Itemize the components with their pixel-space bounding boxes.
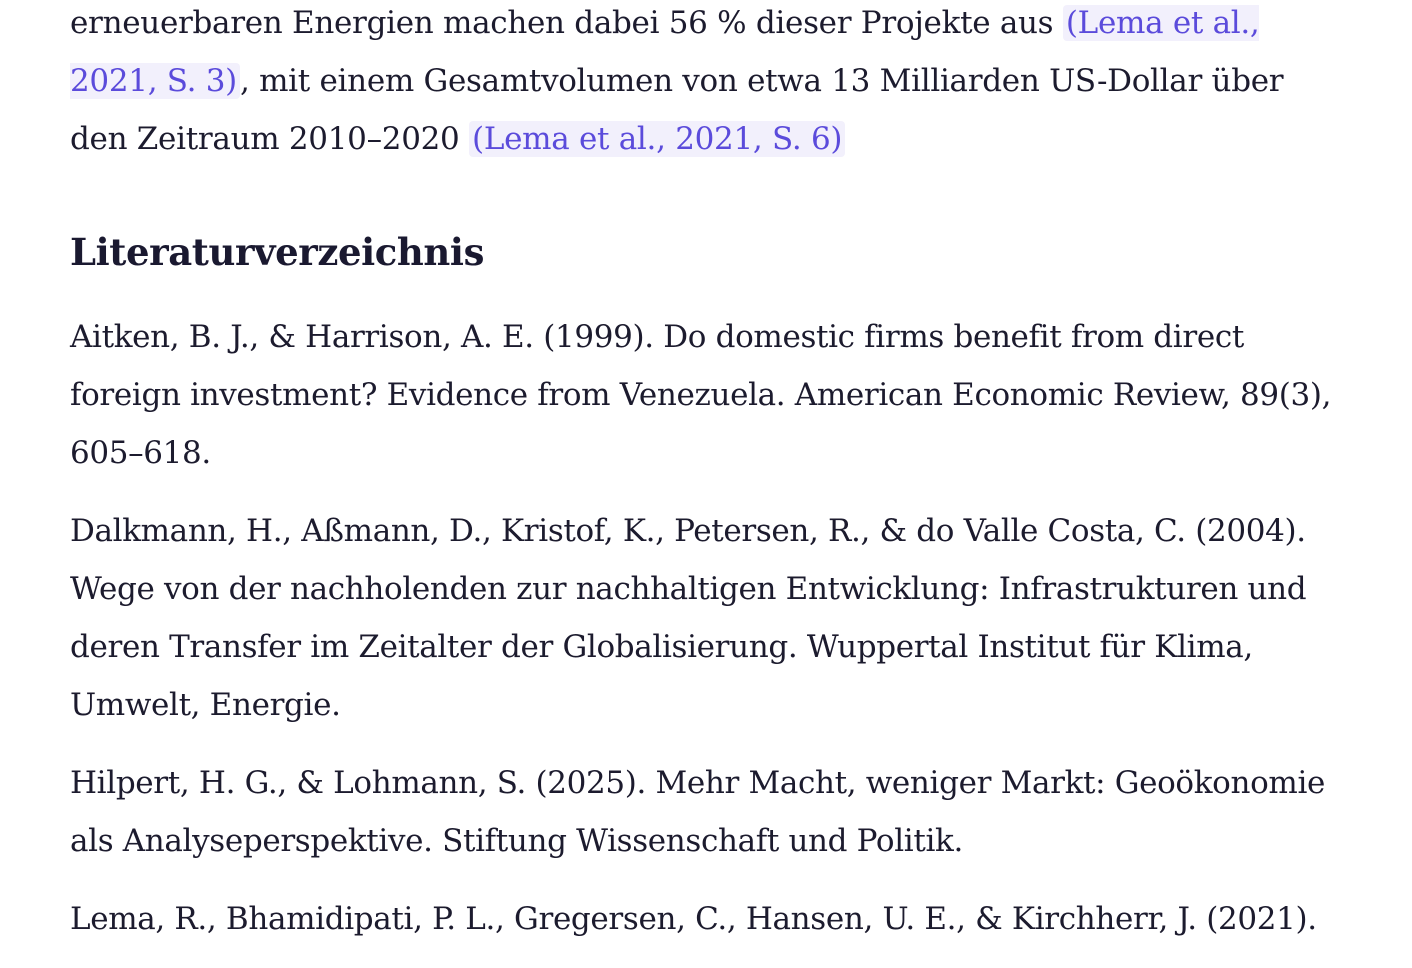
intro-paragraph <box>70 0 1345 168</box>
bibliography-entry: Aitken, B. J., & Harrison, A. E. (1999). Do domestic firms benefit from direct foreign investment? Evidence from Venezuela. American Economic Review, 89(3), 605–618. <box>70 319 1332 471</box>
citation-link-1[interactable]: (Lema et al., 2021, S. 3) <box>70 5 1260 99</box>
citation-link-2[interactable]: (Lema et al., 2021, S. 6) <box>469 121 845 157</box>
bibliography-heading: Literaturverzeichnis <box>70 230 485 274</box>
bibliography-entry: Hilpert, H. G., & Lohmann, S. (2025). Mehr Macht, weniger Markt: Geoökonomie als Analyseperspektive. Stiftung Wissenschaft und Politik. <box>70 765 1326 859</box>
bibliography-entry: Dalkmann, H., Aßmann, D., Kristof, K., Petersen, R., & do Valle Costa, C. (2004). Wege von der nachholenden zur nachhaltigen Entwicklung: Infrastrukturen und deren Transfer im Zeitalter der Globalisierung. Wuppertal Institut für Klima, Umwelt, Energie. <box>70 513 1307 723</box>
intro-text-1: erneuerbaren Energien machen dabei 56 % dieser Projekte aus <box>70 5 1054 41</box>
bibliography-entry: Lema, R., Bhamidipati, P. L., Gregersen, C., Hansen, U. E., & Kirchherr, J. (2021). <box>70 901 1317 937</box>
intro-text-2: , mit einem Gesamtvolumen von etwa 13 Milliarden US-Dollar über den Zeitraum 2010–2020 <box>70 63 1284 157</box>
document-content <box>70 0 1345 937</box>
bibliography-list <box>70 308 1345 968</box>
